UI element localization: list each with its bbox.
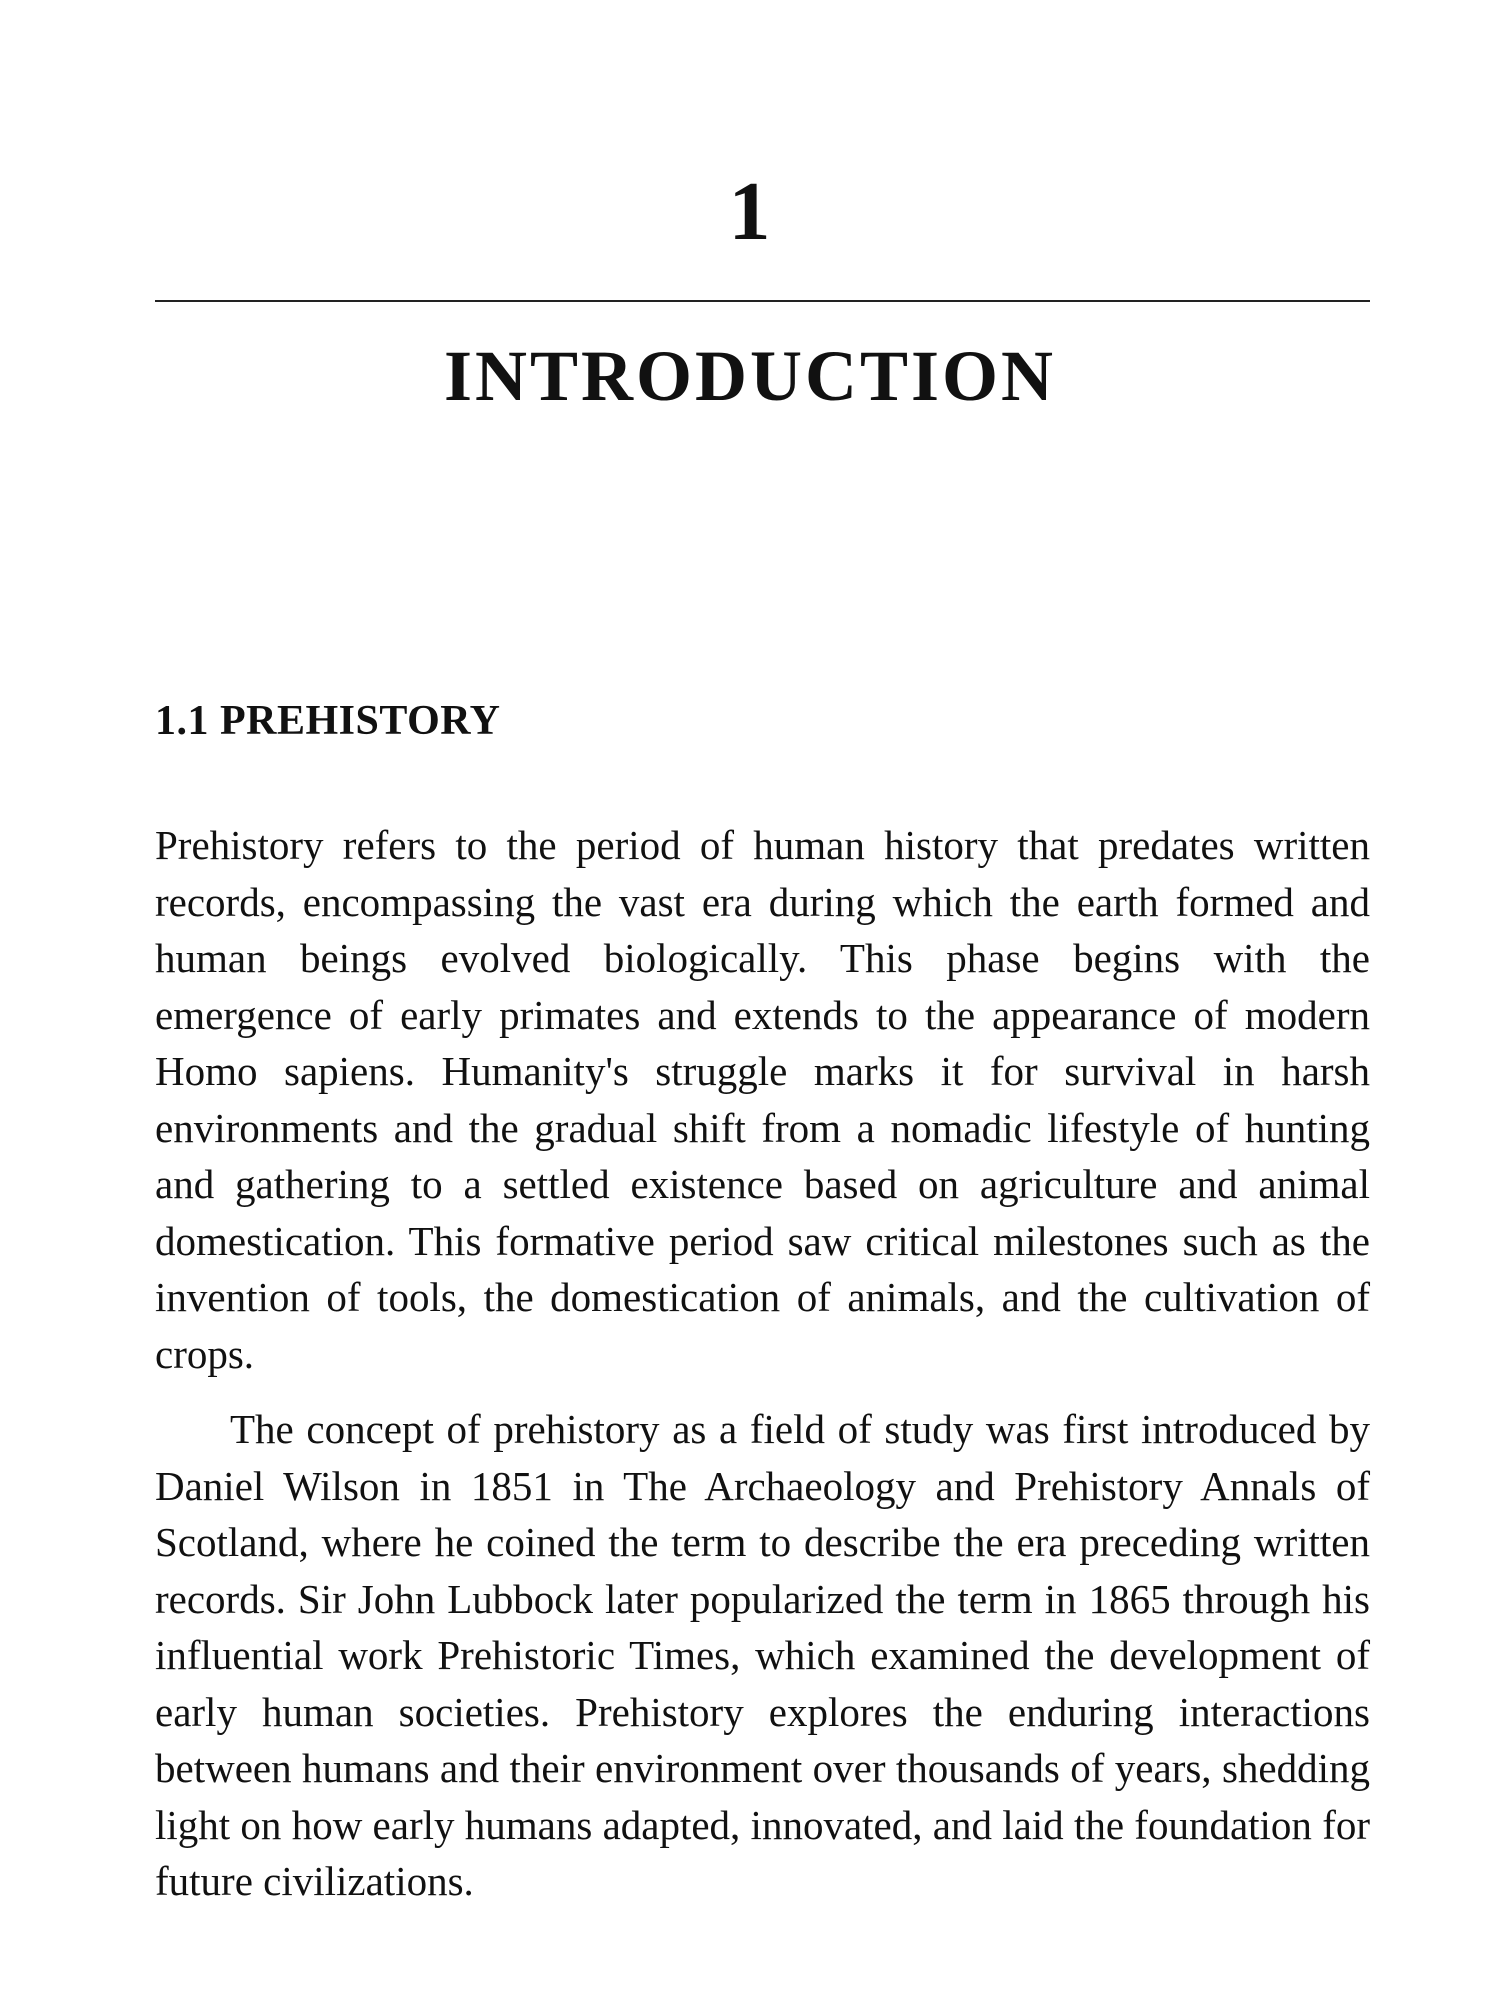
chapter-title: INTRODUCTION [443, 336, 1057, 416]
paragraph-2: The concept of prehistory as a field of study was first introduced by Daniel Wilson in 1851 in The Archaeology and Prehistory Annals of Scotland, where he coined the term to describe the era preceding written records. Sir John Lubbock later popularized the term in 1865 through his influential work Prehistoric Times, which examined the development of early human societies. Prehistory explores the enduring interactions between humans and their environment over thousands of years, shedding light on how early humans adapted, innovated, and laid the foundation for future civilizations. [155, 1406, 1370, 1904]
chapter-divider [155, 300, 1370, 302]
chapter-number: 1 [728, 165, 772, 258]
section-heading: 1.1 PREHISTORY [155, 698, 501, 744]
paragraph-1: Prehistory refers to the period of human history that predates written records, encompassing the vast era during which the earth formed and human beings evolved biologically. This phase begins with the emergence of early primates and extends to the appearance of modern Homo sapiens. Humanity's struggle marks it for survival in harsh environments and the gradual shift from a nomadic lifestyle of hunting and gathering to a settled existence based on agriculture and animal domestication. This formative period saw critical milestones such as the invention of tools, the domestication of animals, and the cultivation of crops. [155, 822, 1370, 1377]
